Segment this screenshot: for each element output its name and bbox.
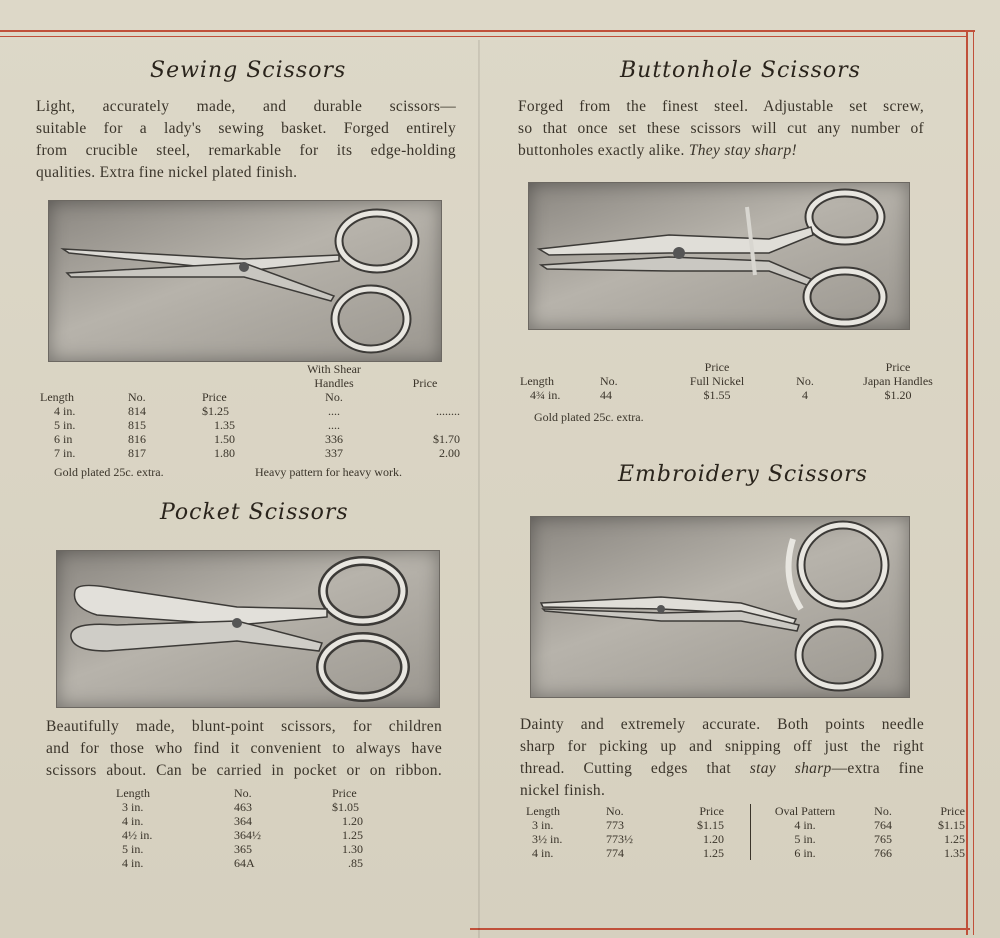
- pocket-header-length: Length: [116, 786, 150, 800]
- sewing-description: [36, 96, 456, 184]
- embroidery-stay-sharp: stay sharp: [749, 760, 832, 777]
- embroidery-description: [520, 714, 924, 802]
- embroidery-scissors-image: [531, 517, 909, 697]
- table-row: 5 in. 365 1.30: [122, 842, 363, 856]
- embroidery-title: Embroidery Scissors: [618, 462, 868, 487]
- buttonhole-header-price-full-2: Full Nickel: [689, 374, 745, 388]
- sewing-scissors-image: [49, 201, 441, 361]
- table-row: 4¾ in. 44 $1.55 4 $1.20: [530, 388, 912, 402]
- buttonhole-line-1: Forged from the finest steel. Adjustable set screw,: [518, 98, 924, 115]
- pocket-header-price: Price: [332, 786, 357, 800]
- table-row: 4 in. 814 $1.25 .... ........: [54, 404, 460, 418]
- table-row: 3 in. 463 $1.05: [122, 800, 359, 814]
- pocket-title: Pocket Scissors: [160, 500, 349, 525]
- pocket-price-table: [112, 786, 396, 870]
- sewing-gold-note: Gold plated 25c. extra.: [54, 465, 164, 479]
- table-row: 5 in. 815 1.35 ....: [54, 418, 340, 432]
- sewing-line-1: Light, accurately made, and durable scissors—: [36, 98, 456, 115]
- table-row: 6 in 816 1.50 336 $1.70: [54, 432, 460, 446]
- pocket-header-no: No.: [234, 786, 252, 800]
- buttonhole-header-no-2: No.: [796, 374, 814, 388]
- sewing-header-shear-no: No.: [325, 390, 343, 404]
- sewing-header-shear-1: With Shear: [307, 362, 361, 376]
- pocket-line-1: Beautifully made, blunt-point scissors, for children: [46, 718, 442, 735]
- buttonhole-header-no: No.: [600, 374, 618, 388]
- embroidery-header-price-2: Price: [940, 804, 965, 818]
- sewing-price-table: [36, 362, 464, 460]
- sewing-line-3: from crucible steel, remarkable for its edge-holding: [36, 142, 456, 159]
- sewing-header-shear-price: Price: [412, 376, 438, 390]
- buttonhole-stay-sharp: They stay sharp!: [688, 142, 797, 159]
- buttonhole-header-length: Length: [520, 374, 554, 388]
- border-top-inner: [0, 36, 968, 37]
- sewing-header-no: No.: [128, 390, 146, 404]
- embroidery-scissors-photo: [530, 516, 910, 698]
- border-bottom: [470, 928, 970, 930]
- pocket-scissors-photo: [56, 550, 440, 708]
- embroidery-line-1: Dainty and extremely accurate. Both points needle: [520, 716, 924, 733]
- embroidery-header-length: Length: [526, 804, 560, 818]
- sewing-scissors-photo: [48, 200, 442, 362]
- page-fold: [478, 40, 480, 938]
- embroidery-header-no: No.: [606, 804, 624, 818]
- sewing-header-shear-2: Handles: [314, 376, 354, 390]
- buttonhole-line-2: so that once set these scissors will cut any number of: [518, 120, 924, 137]
- buttonhole-header-price-full-1: Price: [704, 360, 730, 374]
- table-row: 4½ in. 364½ 1.25: [122, 828, 363, 842]
- table-row: 3 in. 773 $1.15 4 in. 764 $1.15: [532, 818, 965, 832]
- embroidery-header-no-2: No.: [874, 804, 892, 818]
- embroidery-header-price: Price: [699, 804, 724, 818]
- sewing-line-2: suitable for a lady's sewing basket. Forged entirely: [36, 120, 456, 137]
- buttonhole-header-price-japan-1: Price: [885, 360, 911, 374]
- buttonhole-price-table: [516, 360, 962, 402]
- embroidery-line-2: sharp for picking up and snipping off just the right: [520, 738, 924, 755]
- border-top: [0, 30, 975, 32]
- table-row: 3½ in. 773½ 1.20 5 in. 765 1.25: [532, 832, 965, 846]
- border-right-inner: [973, 30, 974, 935]
- pocket-line-3: scissors about. Can be carried in pocket or on ribbon.: [46, 762, 442, 779]
- buttonhole-gold-note: Gold plated 25c. extra.: [534, 410, 644, 424]
- sewing-header-length: Length: [40, 390, 74, 404]
- embroidery-line-3: thread. Cutting edges that stay sharp—extra fine: [520, 760, 924, 777]
- sewing-heavy-note: Heavy pattern for heavy work.: [255, 465, 402, 479]
- border-right: [966, 30, 968, 935]
- sewing-header-price: Price: [202, 390, 227, 404]
- buttonhole-header-price-japan-2: Japan Handles: [863, 374, 933, 388]
- pocket-description: [46, 716, 442, 782]
- sewing-title: Sewing Scissors: [150, 58, 347, 83]
- table-row: 4 in. 64A .85: [122, 856, 363, 870]
- buttonhole-line-3: buttonholes exactly alike. They stay sharp!: [518, 142, 797, 159]
- table-row: 4 in. 364 1.20: [122, 814, 363, 828]
- embroidery-header-oval: Oval Pattern: [774, 804, 836, 818]
- table-row: 7 in. 817 1.80 337 2.00: [54, 446, 460, 460]
- buttonhole-scissors-photo: [528, 182, 910, 330]
- pocket-line-2: and for those who find it convenient to always have: [46, 740, 442, 757]
- sewing-line-4: qualities. Extra fine nickel plated finish.: [36, 164, 298, 181]
- pocket-scissors-image: [57, 551, 439, 707]
- embroidery-line-4: nickel finish.: [520, 782, 606, 799]
- embroidery-price-table: [522, 804, 969, 860]
- buttonhole-description: [518, 96, 924, 162]
- table-row: 4 in. 774 1.25 6 in. 766 1.35: [532, 846, 965, 860]
- buttonhole-title: Buttonhole Scissors: [620, 58, 861, 83]
- buttonhole-scissors-image: [529, 183, 909, 329]
